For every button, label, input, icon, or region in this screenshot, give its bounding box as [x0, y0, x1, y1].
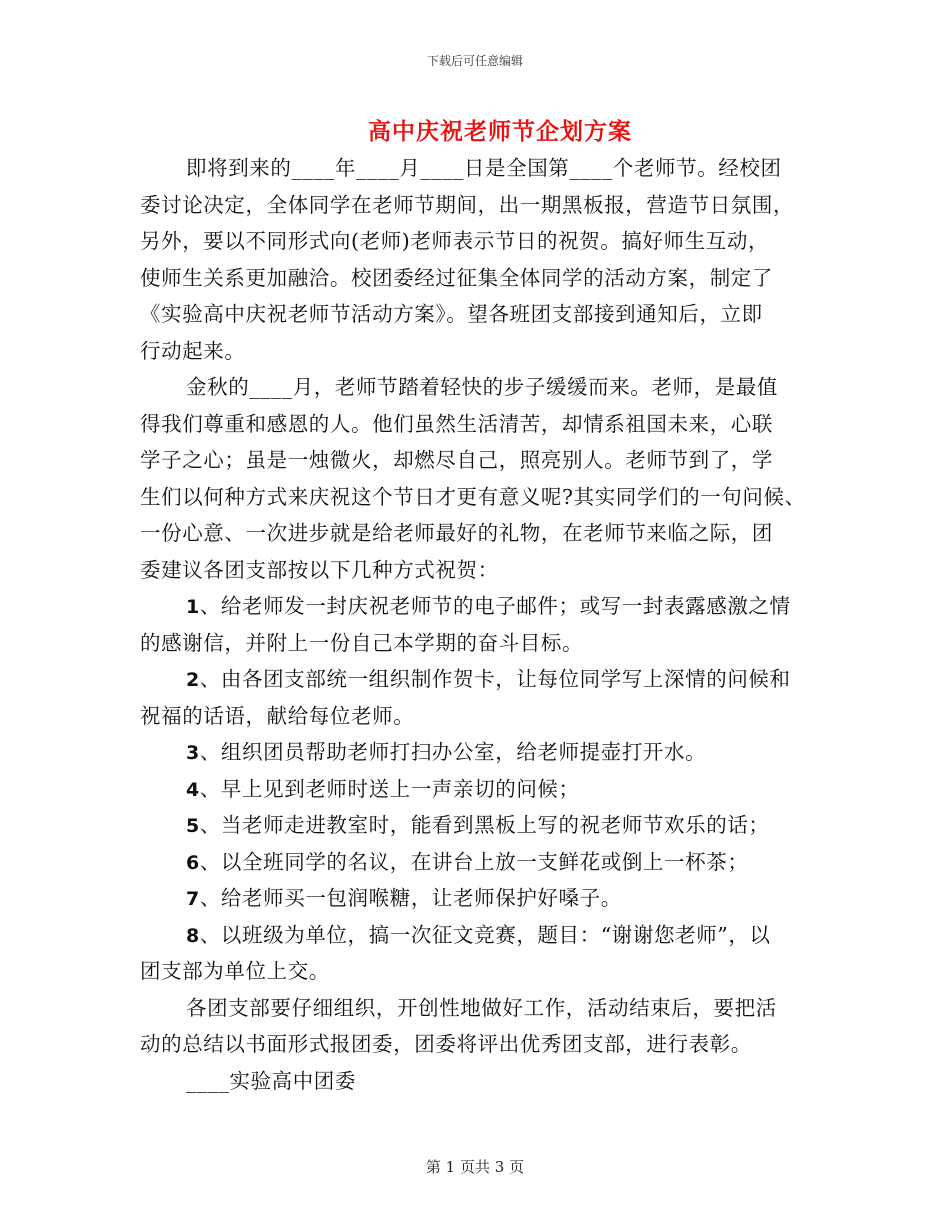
- body-line: [140, 588, 812, 625]
- body-line: [140, 844, 812, 881]
- line-text: 的感谢信，并附上一份自己本学期的奋斗目标。: [140, 630, 584, 655]
- body-line: [140, 296, 812, 333]
- line-text: 祝福的话语，献给每位老师。: [140, 703, 415, 728]
- line-text: 委建议各团支部按以下几种方式祝贺：: [140, 557, 499, 582]
- body-line: [140, 1026, 812, 1063]
- body-line: [140, 260, 812, 297]
- line-text: 另外，要以不同形式向(老师)老师表示节日的祝贺。搞好师生互动，: [140, 229, 770, 253]
- list-item-number: 8: [186, 924, 200, 947]
- line-text: 、以全班同学的名议，在讲台上放一支鲜花或倒上一杯茶；: [199, 849, 749, 874]
- body-line: [140, 734, 812, 771]
- body-line: [140, 771, 812, 808]
- body-line: [140, 917, 812, 954]
- body-line: [140, 369, 812, 406]
- body-line: [140, 406, 812, 443]
- line-text: 使师生关系更加融洽。校团委经过征集全体同学的活动方案，制定了: [140, 265, 773, 290]
- body-line: [140, 442, 812, 479]
- line-text: 《实验高中庆祝老师节活动方案》。望各班团支部接到通知后，立即: [140, 302, 763, 326]
- line-text: 、给老师买一包润喉糖，让老师保护好嗓子。: [199, 886, 622, 910]
- body-line: [140, 990, 812, 1027]
- body-line: [140, 625, 812, 662]
- document-title: 高中庆祝老师节企划方案: [368, 118, 632, 145]
- line-text: 学子之心；虽是一烛微火，却燃尽自己，照亮别人。老师节到了，学: [140, 448, 773, 472]
- list-item-number: 3: [186, 742, 200, 764]
- list-item-number: 2: [186, 669, 200, 691]
- body-line: [140, 880, 812, 917]
- line-text: 、早上见到老师时送上一声亲切的问候；: [199, 776, 580, 801]
- page-footer: 第 1 页共 3 页: [425, 1158, 525, 1176]
- list-item-number: 1: [186, 596, 200, 618]
- document-body: [140, 150, 812, 1099]
- list-item-number: 6: [186, 851, 200, 874]
- line-text: 即将到来的____年____月____日是全国第____个老师节。经校团: [186, 156, 782, 180]
- body-line: [140, 187, 812, 224]
- body-line: [140, 479, 812, 516]
- line-text: 团支部为单位上交。: [140, 959, 330, 983]
- line-text: 得我们尊重和感恩的人。他们虽然生活清苦，却情系祖国未来，心联: [140, 411, 773, 436]
- line-text: 委讨论决定，全体同学在老师节期间，出一期黑板报，营造节日氛围，: [140, 192, 795, 217]
- body-line: [140, 1063, 812, 1100]
- line-text: ____实验高中团委: [186, 1068, 356, 1093]
- body-line: [140, 333, 812, 370]
- list-item-number: 4: [186, 778, 200, 801]
- body-line: [140, 552, 812, 589]
- line-text: 、当老师走进教室时，能看到黑板上写的祝老师节欢乐的话；: [199, 813, 770, 837]
- body-line: [140, 698, 812, 735]
- line-text: 、由各团支部统一组织制作贺卡，让每位同学写上深情的问候和: [199, 667, 791, 691]
- body-line: [140, 953, 812, 990]
- body-line: [140, 515, 812, 552]
- body-line: [140, 150, 812, 187]
- body-line: [140, 807, 812, 844]
- body-line: [140, 223, 812, 260]
- line-text: 金秋的____月，老师节踏着轻快的步子缓缓而来。老师，是最值: [186, 375, 778, 399]
- line-text: 、给老师发一封庆祝老师节的电子邮件；或写一封表露感激之情: [199, 594, 791, 618]
- line-text: 动的总结以书面形式报团委，团委将评出优秀团支部，进行表彰。: [140, 1032, 752, 1056]
- line-text: 行动起来。: [140, 338, 246, 363]
- line-text: 、组织团员帮助老师打扫办公室，给老师提壶打开水。: [199, 740, 707, 764]
- header-note: 下载后可任意编辑: [426, 54, 523, 68]
- line-text: 各团支部要仔细组织，开创性地做好工作，活动结束后，要把活: [186, 995, 777, 1020]
- line-text: 、以班级为单位，搞一次征文竞赛，题目：“谢谢您老师”，以: [199, 922, 771, 947]
- list-item-number: 5: [186, 815, 200, 837]
- line-text: 一份心意、一次进步就是给老师最好的礼物，在老师节来临之际，团: [140, 521, 773, 545]
- line-text: 生们以何种方式来庆祝这个节日才更有意义呢?其实同学们的一句问候、: [140, 484, 806, 509]
- body-line: [140, 661, 812, 698]
- list-item-number: 7: [186, 888, 200, 910]
